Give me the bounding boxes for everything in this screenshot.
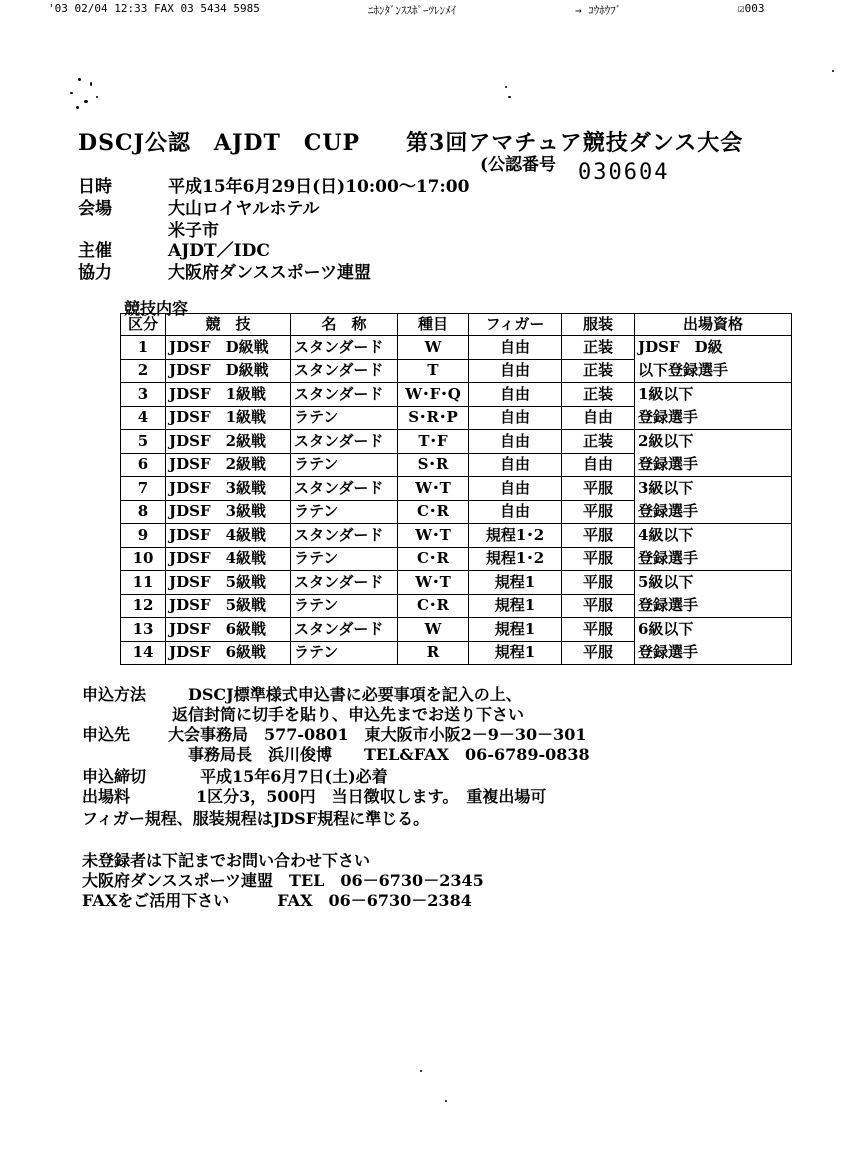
cell-competition: JDSF 1級戦 bbox=[166, 383, 291, 407]
cell-dress: 平服 bbox=[562, 641, 635, 665]
cell-qualification bbox=[635, 571, 792, 618]
cell-figure: 自由 bbox=[469, 383, 562, 407]
header-dance: 種目 bbox=[398, 314, 469, 336]
permit-number: 030604 bbox=[578, 160, 670, 185]
cell-figure: 規程1･2 bbox=[469, 547, 562, 571]
cell-dress: 正装 bbox=[562, 383, 635, 407]
cell-figure: 規程1 bbox=[469, 571, 562, 595]
cell-division: 5 bbox=[121, 430, 166, 454]
table-row bbox=[121, 477, 792, 501]
cell-division: 13 bbox=[121, 618, 166, 642]
cell-figure: 自由 bbox=[469, 430, 562, 454]
rules-note: フィガー規程、服装規程はJDSF規程に準じる。 bbox=[82, 809, 430, 828]
cell-competition: JDSF 2級戦 bbox=[166, 453, 291, 477]
table-row bbox=[121, 383, 792, 407]
fax-header-org: ﾆﾎﾝﾀﾞﾝｽｽﾎﾟｰﾂﾚﾝﾒｲ bbox=[368, 4, 456, 17]
cell-division: 3 bbox=[121, 383, 166, 407]
header-name: 名 称 bbox=[291, 314, 398, 336]
cell-competition: JDSF 5級戦 bbox=[166, 571, 291, 595]
table-row bbox=[121, 336, 792, 360]
cell-name: スタンダード bbox=[291, 524, 398, 548]
cell-figure: 規程1･2 bbox=[469, 524, 562, 548]
cell-figure: 規程1 bbox=[469, 641, 562, 665]
cell-qualification bbox=[635, 477, 792, 524]
cell-dress: 平服 bbox=[562, 571, 635, 595]
fax-header-page: ☑003 bbox=[738, 2, 765, 15]
cell-name: ラテン bbox=[291, 547, 398, 571]
cell-name: スタンダード bbox=[291, 383, 398, 407]
cell-competition: JDSF 1級戦 bbox=[166, 406, 291, 430]
venue-label: 会場 bbox=[78, 199, 112, 219]
cell-dance: C･R bbox=[398, 500, 469, 524]
cell-figure: 自由 bbox=[469, 500, 562, 524]
cell-name: ラテン bbox=[291, 406, 398, 430]
qualification-grade: 5級以下 bbox=[638, 573, 694, 591]
cell-competition: JDSF 3級戦 bbox=[166, 500, 291, 524]
cell-dance: T･F bbox=[398, 430, 469, 454]
cell-division: 6 bbox=[121, 453, 166, 477]
apply-method-line1: DSCJ標準様式申込書に必要事項を記入の上、 bbox=[188, 685, 522, 704]
cell-dance: C･R bbox=[398, 547, 469, 571]
cell-qualification bbox=[635, 383, 792, 430]
cell-figure: 自由 bbox=[469, 453, 562, 477]
apply-method-label: 申込方法 bbox=[82, 685, 147, 704]
cell-dance: S･R bbox=[398, 453, 469, 477]
cell-division: 9 bbox=[121, 524, 166, 548]
cell-dress: 平服 bbox=[562, 500, 635, 524]
deadline-value: 平成15年6月7日(土)必着 bbox=[200, 767, 388, 786]
cooperation-label: 協力 bbox=[78, 263, 112, 283]
cell-dance: W bbox=[398, 618, 469, 642]
cell-dress: 正装 bbox=[562, 336, 635, 360]
cell-dress: 平服 bbox=[562, 547, 635, 571]
document-title: DSCJ公認 AJDT CUP 第3回アマチュア競技ダンス大会 bbox=[78, 130, 744, 156]
competition-table bbox=[120, 313, 792, 665]
contact-tel: 大阪府ダンススポーツ連盟 TEL 06－6730－2345 bbox=[82, 871, 484, 890]
cell-competition: JDSF D級戦 bbox=[166, 336, 291, 360]
cell-name: ラテン bbox=[291, 594, 398, 618]
cell-dress: 正装 bbox=[562, 359, 635, 383]
cell-dress: 自由 bbox=[562, 453, 635, 477]
cell-competition: JDSF 4級戦 bbox=[166, 547, 291, 571]
cell-name: スタンダード bbox=[291, 477, 398, 501]
qualification-grade: 6級以下 bbox=[638, 620, 694, 638]
venue-value: 大山ロイヤルホテル bbox=[168, 199, 320, 219]
apply-to-label: 申込先 bbox=[82, 725, 131, 744]
qualification-grade: 2級以下 bbox=[638, 432, 694, 450]
table-row bbox=[121, 430, 792, 454]
cell-dance: C･R bbox=[398, 594, 469, 618]
qualification-registered: 登録選手 bbox=[638, 549, 699, 567]
apply-method-line2: 返信封筒に切手を貼り、申込先までお送り下さい bbox=[172, 705, 525, 724]
table-row bbox=[121, 524, 792, 548]
table-header-row bbox=[121, 314, 792, 336]
cell-competition: JDSF 6級戦 bbox=[166, 641, 291, 665]
cell-division: 14 bbox=[121, 641, 166, 665]
qualification-registered: 登録選手 bbox=[638, 643, 699, 661]
date-value: 平成15年6月29日(日)10:00〜17:00 bbox=[168, 177, 470, 197]
table-row bbox=[121, 571, 792, 595]
cell-dress: 平服 bbox=[562, 594, 635, 618]
cell-dance: W･T bbox=[398, 524, 469, 548]
cell-figure: 自由 bbox=[469, 477, 562, 501]
cell-dance: W bbox=[398, 336, 469, 360]
cell-competition: JDSF 6級戦 bbox=[166, 618, 291, 642]
qualification-registered: 登録選手 bbox=[638, 408, 699, 426]
apply-to-line1: 大会事務局 577-0801 東大阪市小阪2－9－30－301 bbox=[168, 725, 587, 744]
cell-dance: W･T bbox=[398, 477, 469, 501]
cell-figure: 自由 bbox=[469, 359, 562, 383]
cell-name: ラテン bbox=[291, 500, 398, 524]
cell-name: スタンダード bbox=[291, 430, 398, 454]
qualification-registered: 登録選手 bbox=[638, 596, 699, 614]
cell-division: 4 bbox=[121, 406, 166, 430]
cell-figure: 自由 bbox=[469, 336, 562, 360]
cell-name: スタンダード bbox=[291, 618, 398, 642]
header-qualification: 出場資格 bbox=[635, 314, 792, 336]
cell-division: 1 bbox=[121, 336, 166, 360]
qualification-grade: JDSF D級 bbox=[638, 338, 723, 356]
cell-dance: T bbox=[398, 359, 469, 383]
header-competition: 競 技 bbox=[166, 314, 291, 336]
cell-qualification bbox=[635, 618, 792, 665]
cell-competition: JDSF 4級戦 bbox=[166, 524, 291, 548]
cell-dance: W･T bbox=[398, 571, 469, 595]
qualification-registered: 登録選手 bbox=[638, 502, 699, 520]
cell-competition: JDSF 2級戦 bbox=[166, 430, 291, 454]
cell-competition: JDSF D級戦 bbox=[166, 359, 291, 383]
qualification-grade: 3級以下 bbox=[638, 479, 694, 497]
table-caption: 競技内容 bbox=[124, 299, 189, 318]
cell-figure: 規程1 bbox=[469, 618, 562, 642]
cell-dress: 正装 bbox=[562, 430, 635, 454]
header-division: 区分 bbox=[121, 314, 166, 336]
cell-name: ラテン bbox=[291, 453, 398, 477]
cell-dance: W･F･Q bbox=[398, 383, 469, 407]
cell-name: スタンダード bbox=[291, 336, 398, 360]
cell-division: 11 bbox=[121, 571, 166, 595]
cell-name: スタンダード bbox=[291, 571, 398, 595]
cell-dress: 平服 bbox=[562, 618, 635, 642]
cell-dress: 平服 bbox=[562, 524, 635, 548]
contact-note: 未登録者は下記までお問い合わせ下さい bbox=[82, 851, 371, 870]
organizer-value: AJDT／IDC bbox=[168, 241, 270, 261]
cell-qualification bbox=[635, 524, 792, 571]
cell-competition: JDSF 3級戦 bbox=[166, 477, 291, 501]
deadline-label: 申込締切 bbox=[82, 767, 147, 786]
qualification-grade: 1級以下 bbox=[638, 385, 694, 403]
organizer-label: 主催 bbox=[78, 241, 112, 261]
qualification-registered: 登録選手 bbox=[638, 455, 699, 473]
fax-header-recipient: → ｺｳﾎｳﾌﾞ bbox=[575, 4, 622, 17]
venue-city: 米子市 bbox=[168, 221, 219, 241]
cell-name: ラテン bbox=[291, 641, 398, 665]
cell-dress: 自由 bbox=[562, 406, 635, 430]
fee-label: 出場料 bbox=[82, 787, 131, 806]
cell-name: スタンダード bbox=[291, 359, 398, 383]
header-dress: 服装 bbox=[562, 314, 635, 336]
cell-competition: JDSF 5級戦 bbox=[166, 594, 291, 618]
cell-figure: 自由 bbox=[469, 406, 562, 430]
cell-dance: S･R･P bbox=[398, 406, 469, 430]
cell-qualification bbox=[635, 336, 792, 383]
cell-division: 7 bbox=[121, 477, 166, 501]
apply-to-line2: 事務局長 浜川俊博 TEL&FAX 06-6789-0838 bbox=[188, 745, 590, 764]
table-row bbox=[121, 618, 792, 642]
cell-dance: R bbox=[398, 641, 469, 665]
cell-qualification bbox=[635, 430, 792, 477]
fax-header-sender: '03 02/04 12:33 FAX 03 5434 5985 bbox=[48, 2, 260, 15]
cell-division: 10 bbox=[121, 547, 166, 571]
qualification-grade: 4級以下 bbox=[638, 526, 694, 544]
contact-fax: FAXをご活用下さい FAX 06－6730－2384 bbox=[82, 891, 472, 910]
cell-dress: 平服 bbox=[562, 477, 635, 501]
cell-division: 12 bbox=[121, 594, 166, 618]
cooperation-value: 大阪府ダンススポーツ連盟 bbox=[168, 263, 371, 283]
permit-label: (公認番号 bbox=[480, 155, 557, 175]
cell-division: 2 bbox=[121, 359, 166, 383]
date-label: 日時 bbox=[78, 177, 112, 197]
cell-figure: 規程1 bbox=[469, 594, 562, 618]
cell-division: 8 bbox=[121, 500, 166, 524]
qualification-registered: 以下登録選手 bbox=[638, 361, 729, 379]
header-figure: フィガー bbox=[469, 314, 562, 336]
fee-value: 1区分3，500円 当日徴収します。 重複出場可 bbox=[196, 787, 547, 806]
